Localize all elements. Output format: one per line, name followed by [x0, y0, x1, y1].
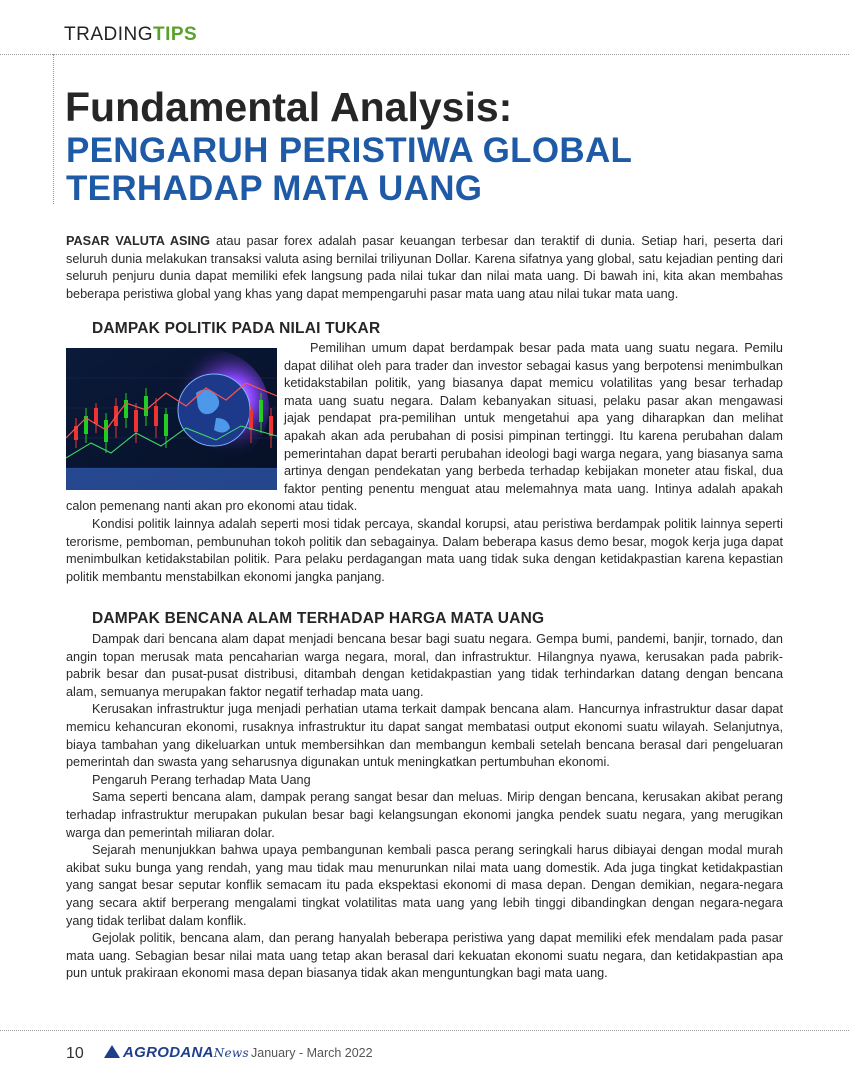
publication-logo	[104, 1044, 249, 1061]
bencana-paragraph-6: Gejolak politik, bencana alam, dan perang hanyalah beberapa peristiwa yang dapat memiliki efek mendalam pada pasar mata uang. Sebagian besar nilai mata uang tetap akan berasal dari kekuatan ekonomi suatu negara, dan ketidakpastian apa pun untuk prakiraan ekonomi masa depan biasanya tidak akan menguntungkan bagi mata uang.	[66, 931, 783, 981]
bencana-paragraph-5: Sejarah menunjukkan bahwa upaya pembangunan kembali pasca perang seringkali harus dibiayai dengan modal murah akibat suku bunga yang rendah, yang mau tidak mau menurunkan nilai mata uang domestik. Ada juga tingkat ketidakpastian yang sangat besar seputar konflik semacam itu pada ekspektasi ekonomi di masa depan. Dengan demikian, negara-negara yang secara aktif berperang mengalami tingkat volatilitas mata uang yang lebih tinggi dibandingkan dengan negara-negara yang tidak terlibat dalam konflik.	[66, 843, 783, 928]
forex-globe-image	[66, 348, 277, 490]
heading-politik: DAMPAK POLITIK PADA NILAI TUKAR	[92, 320, 381, 337]
issue-date: January - March 2022	[251, 1046, 373, 1060]
logo-suffix: News	[213, 1046, 249, 1060]
logo-mark-icon	[104, 1045, 120, 1058]
article-subtitle-line2: TERHADAP MATA UANG	[66, 169, 483, 208]
heading-bencana: DAMPAK BENCANA ALAM TERHADAP HARGA MATA UANG	[92, 610, 545, 627]
bencana-paragraph-3: Pengaruh Perang terhadap Mata Uang	[92, 772, 311, 787]
intro-lead: PASAR VALUTA ASING	[66, 234, 211, 248]
article-title: Fundamental Analysis:	[65, 84, 513, 130]
bencana-paragraph-4: Sama seperti bencana alam, dampak perang sangat besar dan meluas. Mirip dengan bencana, kerusakan akibat perang terhadap infrastruktur merupakan pukulan besar bagi kelangsungan ekonomi jangka pendek suatu negara, yang merugikan warga dan pemerintah miliaran dolar.	[66, 790, 783, 840]
bencana-paragraph-1: Dampak dari bencana alam dapat menjadi bencana besar bagi suatu negara. Gempa bumi, pandemi, banjir, tornado, dan angin topan merusak mata pencaharian warga negara, moral, dan infrastruktur. Hilangnya nyawa, kerusakan pada pabrik-pabrik besar dan pusat-pusat distribusi, ditambah dengan ketidakpastian yang tidak terhindarkan datang dengan bencana alam, semuanya merupakan faktor negatif terhadap mata uang.	[66, 632, 783, 699]
bencana-body	[66, 631, 783, 983]
page-number: 10	[66, 1045, 84, 1062]
footer-divider	[0, 1030, 849, 1031]
title-side-rule	[53, 54, 54, 204]
article-subtitle-line1: PENGARUH PERISTIWA GLOBAL	[66, 131, 633, 170]
politik-paragraph-2: Kondisi politik lainnya adalah seperti mosi tidak percaya, skandal korupsi, atau peristiwa berdampak politik lainnya seperti terorisme, pemboman, pembunuhan tokoh politik dan sebagainya. Dalam beberapa kasus demo besar, mogok kerja juga dapat menimbulkan ketidakstabilan politik. Para pelaku perdagangan mata uang tidak suka dengan ketidakpastian karena kepastian politik membantu menstabilkan ekonomi jangka panjang.	[66, 516, 783, 584]
intro-text: atau pasar forex adalah pasar keuangan terbesar dan teraktif di dunia. Setiap hari, peserta dari seluruh dunia melakukan transaksi valuta asing bernilai triliyunan Dollar. Karena sifatnya yang global, satu kejadian penting dari seluruh penjuru dunia dapat memiliki efek langsung pada nilai tukar dan nilai mata uang. Di bawah ini, kita akan membahas beberapa peristiwa global yang khas yang dapat mempengaruhi pasar mata uang atau nilai tukar mata uang.	[66, 234, 783, 301]
section-tag	[64, 24, 197, 46]
politik-paragraph-1: Pemilihan umum dapat berdampak besar pada mata uang suatu negara. Pemilu dapat dilihat oleh para trader dan investor sebagai kasus yang berpotensi menimbulkan ketidakstabilan politik, yang biasanya dapat memicu volatilitas yang besar terhadap mata uang suatu negara. Dalam kebanyakan situasi, pelaku pasar akan mengawasi jajak pendapat pra-pemilihan untuk mengetahui apa yang diharapkan dan melihat apakah akan ada perubahan di posisi pimpinan tertinggi. Itu karena perubahan dalam pemerintahan dapat berarti perubahan ideologi bagi warga negara, yang biasanya sama artinya dengan pendekatan yang berbeda terhadap kebijakan moneter atau fiskal, dua faktor penting penentu menguat atau melemahnya mata uang. Intinya adalah apakah calon pemenang nanti akan pro ekonomi atau tidak.	[66, 341, 783, 514]
top-divider	[0, 54, 849, 55]
section-tag-suffix: TIPS	[153, 24, 198, 45]
logo-text: AGRODANA	[123, 1044, 214, 1061]
intro-paragraph	[66, 233, 783, 303]
section-tag-prefix: TRADING	[64, 24, 153, 45]
bencana-paragraph-2: Kerusakan infrastruktur juga menjadi perhatian utama terkait dampak bencana alam. Hancurnya infrastruktur dasar dapat memicu kehancuran ekonomi, rusaknya infrastruktur itu dapat sangat membatasi output ekonomi suatu wilayah. Selanjutnya, biaya tambahan yang dikeluarkan untuk membersihkan dan membangun kembali setelah bencana berasal dari pengeluaran pemerintah dan swasta yang seharusnya digunakan untuk meningkatkan pertumbuhan ekonomi.	[66, 702, 783, 770]
